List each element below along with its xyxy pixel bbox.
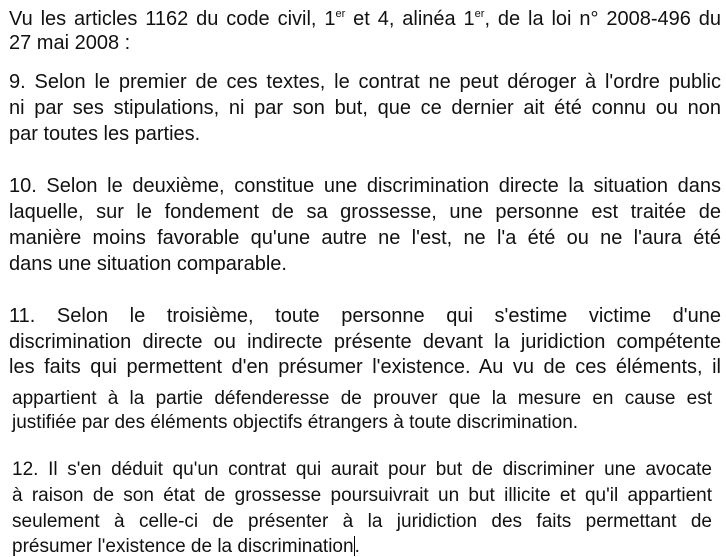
paragraph-11-line: les faits qui permettent d'en présumer l'existence. Au vu de ces éléments, il [9,356,721,378]
paragraph-9-line: 9. Selon le premier de ces textes, le contrat ne peut déroger à l'ordre public [9,71,721,93]
text: , de la loi n° 2008-496 du [484,8,722,30]
paragraph-9-line: par toutes les parties. [9,123,201,145]
paragraph-12-line: seulement à celle-ci de présenter à la juridiction des faits permettant de [12,511,712,532]
paragraph-12-line: 12. Il s'en déduit qu'un contrat qui aurait pour but de discriminer une avocate [12,459,712,480]
paragraph-10-line: dans une situation comparable. [9,253,287,275]
paragraph-10-line: laquelle, sur le fondement de sa grossesse, une personne est traitée de [9,201,721,223]
paragraph-11-line: justifiée par des éléments objectifs étrangers à toute discrimination. [12,412,579,433]
paragraph-11-line: 11. Selon le troisième, toute personne qui s'estime victime d'une [9,305,721,327]
paragraph-10-line: 10. Selon le deuxième, constitue une discrimination directe la situation dans [9,175,721,197]
superscript: er [335,8,346,20]
paragraph-11-line: discrimination directe ou indirecte présente devant la juridiction compétente [9,331,721,353]
text: et 4, alinéa 1 [345,8,475,30]
header-line-1 [9,9,721,29]
text: . [354,536,360,557]
header-line-2: 27 mai 2008 : [9,32,131,54]
paragraph-9-line: ni par ses stipulations, ni par son but, que ce dernier ait été connu ou non [9,97,721,119]
text: Vu les articles 1162 du code civil, 1 [9,8,336,30]
text: présumer l'existence de la discrimination [12,536,354,557]
paragraph-12-line: à raison de son état de grossesse poursuivrait un but illicite et qu'il appartient [12,485,712,506]
paragraph-10-line: manière moins favorable qu'une autre ne l'est, ne l'a été ou ne l'aura été [9,227,721,249]
paragraph-11-line: appartient à la partie défenderesse de prouver que la mesure en cause est [12,388,712,409]
paragraph-12-line[interactable] [12,536,712,556]
superscript: er [474,8,485,20]
